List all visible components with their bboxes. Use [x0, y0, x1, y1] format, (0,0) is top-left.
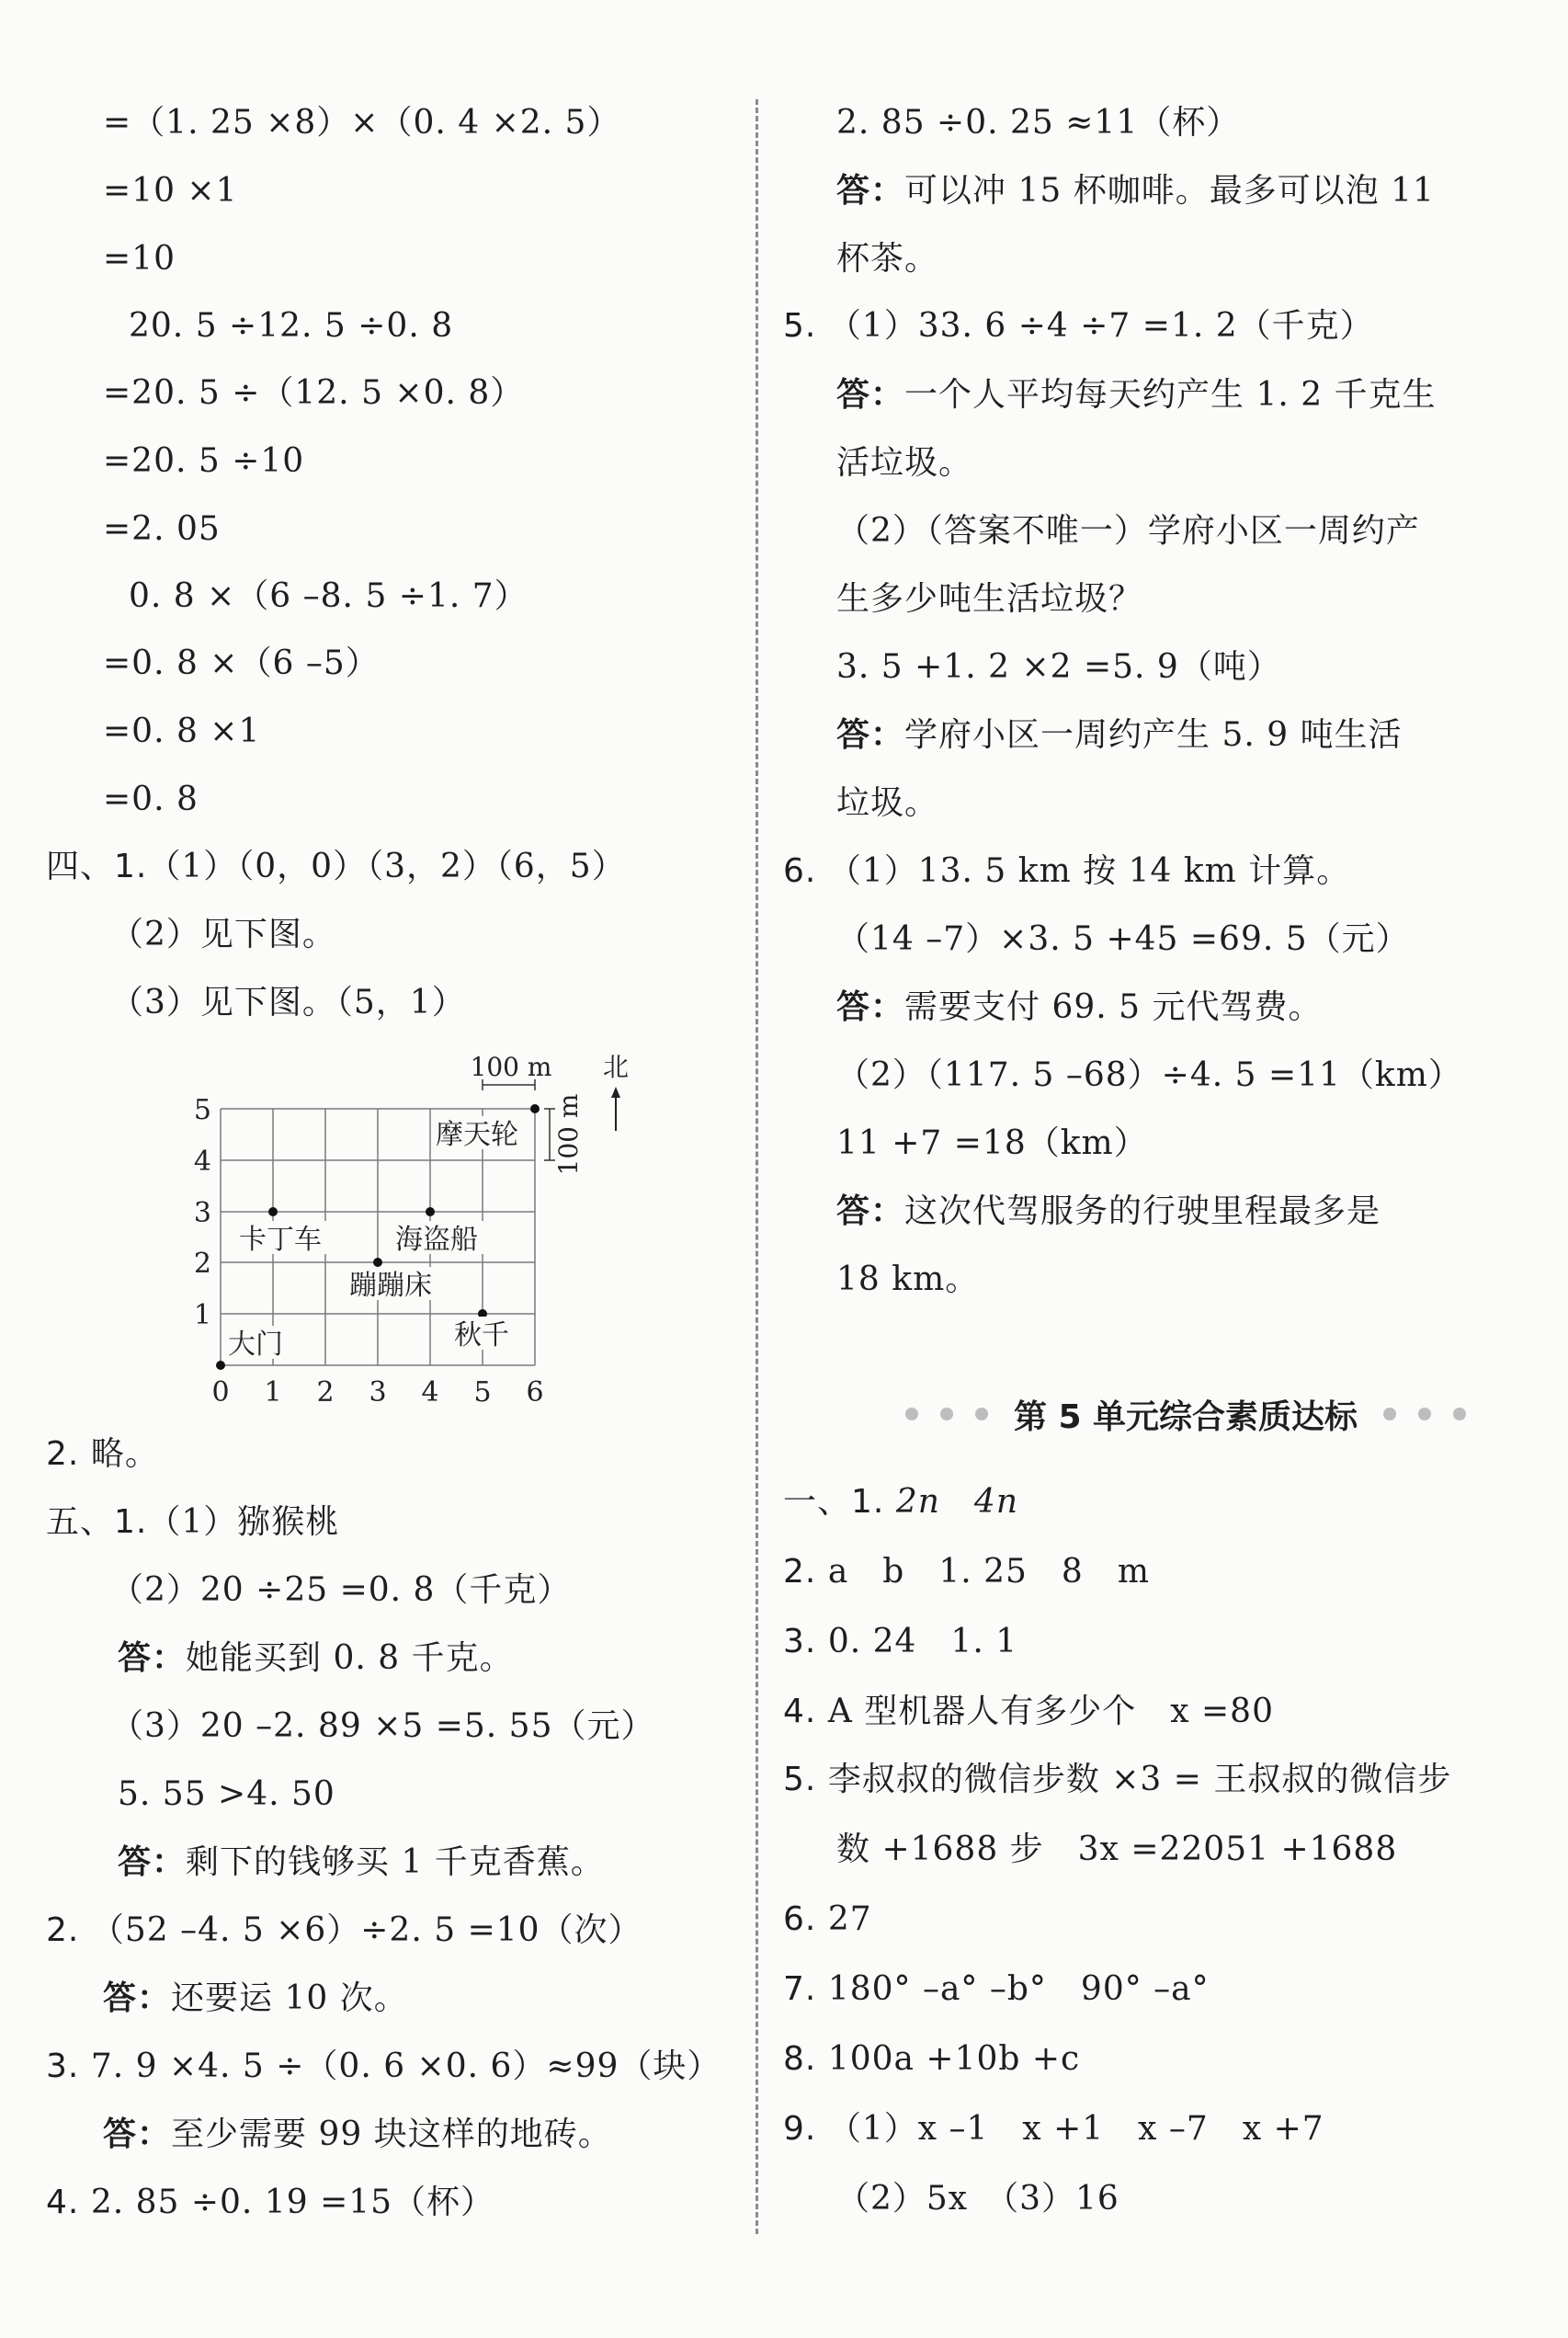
q6-1-calc: （14 –7）×3. 5 +45 =69. 5（元）: [836, 920, 1410, 958]
calc-line-2: =10 ×1: [103, 172, 238, 210]
q5-2-line-1: （2）（答案不唯一）学府小区一周约产: [836, 512, 1420, 550]
q5-2-answer-1: [836, 715, 1403, 756]
s5-q1-3-answer: [118, 1842, 605, 1883]
answer-label: 答：: [836, 172, 905, 210]
u5-a5-line: [783, 1760, 1451, 1800]
s4-q2-num: 2.: [46, 1435, 80, 1473]
calc-line-1: =（1. 25 ×8）×（0. 4 ×2. 5）: [103, 104, 621, 142]
q6-1: （1）13. 5 km 按 14 km 计算。: [827, 852, 1351, 890]
answer-label: 答：: [836, 1192, 905, 1230]
q5-2-calc: 3. 5 +1. 2 ×2 =5. 9（吨）: [836, 648, 1281, 686]
s4-q1-3: （3）见下图。（5，1）: [110, 984, 466, 1021]
calc-line-10: =0. 8 ×1: [103, 713, 261, 750]
section-4-label: 四、: [46, 848, 115, 885]
s5-q1-1: （1）猕猴桃: [147, 1503, 340, 1541]
y-axis-ticks: [194, 1094, 211, 1331]
coordinate-grid-figure: [184, 1046, 662, 1414]
u5-a2-num: 2.: [783, 1553, 817, 1591]
decor-dot-icon: [1383, 1408, 1396, 1420]
answer-label: 答：: [836, 376, 905, 414]
q6-2-calc: 11 +7 =18（km）: [836, 1124, 1148, 1162]
unit-section-header: [855, 1386, 1517, 1442]
u5-a6-line: [783, 1899, 872, 1940]
calc-line-3: =10: [103, 240, 176, 278]
u5-a1-line: [783, 1482, 1018, 1523]
u5-a5-num: 5.: [783, 1761, 817, 1798]
s5-q4-text: 2. 85 ÷0. 19 =15（杯）: [90, 2184, 495, 2221]
q6-1-answer: [836, 987, 1323, 1028]
answer-text: 学府小区一周约产生 5. 9 吨生活: [904, 716, 1403, 754]
s5-q3-answer: [103, 2115, 612, 2155]
scale-vertical-label: 100 m: [553, 1093, 584, 1176]
q5-1-answer-2: 活垃圾。: [836, 444, 973, 482]
scale-horizontal-label: 100 m: [470, 1052, 552, 1082]
answer-label: 答：: [118, 1639, 187, 1677]
label-pirate: 海盗船: [395, 1224, 478, 1256]
column-divider: [756, 99, 758, 2234]
r4-answer-1: [836, 171, 1435, 211]
u5-a7-num: 7.: [783, 1970, 817, 2008]
s5-q3-num: 3.: [46, 2047, 80, 2085]
s4-q1-num: 1.: [114, 848, 148, 885]
r4-line: 2. 85 ÷0. 25 ≈11（杯）: [836, 104, 1241, 142]
x-tick-3: 3: [369, 1376, 387, 1409]
point-ferris: [530, 1104, 540, 1113]
answer-text: 她能买到 0. 8 千克。: [186, 1639, 514, 1677]
u5-a5-1: 李叔叔的微信步数 ×3 = 王叔叔的微信步: [827, 1761, 1452, 1798]
q5-line: [783, 306, 1374, 347]
s5-q2-line: [46, 1910, 642, 1951]
section-5-line: [46, 1502, 339, 1543]
x-tick-6: 6: [526, 1376, 544, 1409]
u5-a7-line: [783, 1969, 1210, 2010]
s5-q3-text: 7. 9 ×4. 5 ÷（0. 6 ×0. 6）≈99（块）: [90, 2047, 722, 2085]
s5-q2-answer: [103, 1979, 408, 2019]
u5-a4-num: 4.: [783, 1693, 817, 1730]
answer-text: 还要运 10 次。: [171, 1979, 408, 2017]
decor-dot-icon: [940, 1408, 953, 1420]
u5-a4-line: [783, 1692, 1274, 1732]
x-tick-1: 1: [264, 1376, 282, 1409]
u5-a3-line: [783, 1622, 1017, 1662]
u5-a3: 0. 24 1. 1: [827, 1623, 1018, 1660]
q6-2-answer-1: [836, 1192, 1381, 1232]
u5-a9-num: 9.: [783, 2110, 817, 2148]
answer-label: 答：: [103, 2116, 172, 2153]
u5-a4: A 型机器人有多少个 x =80: [827, 1693, 1274, 1730]
x-tick-2: 2: [316, 1376, 335, 1409]
point-kart: [268, 1207, 278, 1216]
x-tick-5: 5: [473, 1376, 492, 1409]
u5-a9-line: [783, 2109, 1324, 2150]
x-axis-ticks: [211, 1376, 543, 1409]
answer-text: 一个人平均每天约产生 1. 2 千克生: [904, 376, 1437, 414]
q6-2: （2）（117. 5 –68）÷4. 5 =11（km）: [836, 1056, 1462, 1094]
decor-dot-icon: [975, 1408, 988, 1420]
calc-line-5: =20. 5 ÷（12. 5 ×0. 8）: [103, 374, 525, 412]
s4-q1-text: （1）（0，0）（3，2）（6，5）: [147, 848, 626, 885]
point-pirate: [426, 1207, 435, 1216]
label-gate: 大门: [228, 1329, 283, 1361]
answer-text: 剩下的钱够买 1 千克香蕉。: [186, 1843, 605, 1881]
calc-line-11: =0. 8: [103, 781, 199, 818]
answer-label: 答：: [118, 1843, 187, 1881]
q5-num: 5.: [783, 307, 817, 345]
u5-a8: 100a +10b +c: [827, 2040, 1081, 2078]
section-4-line: [46, 847, 626, 887]
calc-line-8: 0. 8 ×（6 –8. 5 ÷1. 7）: [129, 577, 528, 615]
y-tick-1: 1: [193, 1299, 211, 1331]
decor-dot-icon: [1453, 1408, 1466, 1420]
u5-a8-num: 8.: [783, 2040, 817, 2078]
answer-text: 需要支付 69. 5 元代驾费。: [904, 988, 1323, 1026]
s5-q1-num: 1.: [114, 1503, 148, 1541]
s5-q2-text: （52 –4. 5 ×6）÷2. 5 =10（次）: [90, 1911, 642, 1949]
calc-line-6: =20. 5 ÷10: [103, 442, 305, 480]
s5-q4-num: 4.: [46, 2184, 80, 2221]
answer-text: 可以冲 15 杯咖啡。最多可以泡 11: [904, 172, 1435, 210]
x-tick-0: 0: [211, 1376, 230, 1409]
s5-q1-3b: 5. 55 >4. 50: [118, 1775, 335, 1813]
y-tick-4: 4: [193, 1146, 211, 1178]
section-title: 第 5 单元综合素质达标: [1013, 1397, 1358, 1436]
point-trampoline: [373, 1258, 382, 1267]
decor-dot-icon: [905, 1408, 918, 1420]
r4-answer-2: 杯茶。: [836, 240, 939, 278]
s4-q2-text: 略。: [90, 1435, 159, 1473]
x-tick-4: 4: [421, 1376, 439, 1409]
answer-text: 至少需要 99 块这样的地砖。: [171, 2116, 612, 2153]
calc-line-4: 20. 5 ÷12. 5 ÷0. 8: [129, 307, 454, 345]
u5-a7: 180° –a° –b° 90° –a°: [827, 1970, 1210, 2008]
u5-a9-1: （1）x –1 x +1 x –7 x +7: [827, 2110, 1324, 2148]
label-trampoline: 蹦蹦床: [349, 1270, 432, 1302]
answer-text: 这次代驾服务的行驶里程最多是: [904, 1192, 1381, 1230]
s5-q2-num: 2.: [46, 1911, 80, 1949]
s5-q3-line: [46, 2047, 721, 2087]
s4-q1-2: （2）见下图。: [110, 916, 336, 953]
y-tick-3: 3: [193, 1197, 211, 1229]
q5-2-line-2: 生多少吨生活垃圾？: [836, 580, 1143, 618]
y-tick-5: 5: [193, 1094, 211, 1126]
north-arrow-icon: [611, 1087, 620, 1131]
s5-q1-3: （3）20 –2. 89 ×5 =5. 55（元）: [110, 1707, 655, 1745]
u5-a5-2: 数 +1688 步 3x =22051 +1688: [836, 1830, 1398, 1868]
u5-a6: 27: [827, 1900, 872, 1938]
u5-a9-2: （2）5x （3）16: [836, 2180, 1119, 2218]
u5-section-1-label: 一、: [783, 1483, 852, 1521]
point-gate: [216, 1361, 225, 1370]
q5-1-answer-1: [836, 375, 1437, 416]
q6-num: 6.: [783, 852, 817, 890]
u5-a1: 2n 4n: [895, 1483, 1019, 1521]
label-swing: 秋千: [454, 1319, 509, 1351]
q6-2-answer-2: 18 km。: [836, 1260, 980, 1298]
u5-a3-num: 3.: [783, 1623, 817, 1660]
s5-q1-2-answer: [118, 1638, 514, 1679]
north-label: 北: [602, 1052, 630, 1082]
answer-label: 答：: [103, 1979, 172, 2017]
u5-a2-line: [783, 1552, 1150, 1592]
u5-a1-num: 1.: [851, 1483, 885, 1521]
label-ferris: 摩天轮: [436, 1119, 518, 1151]
calc-line-7: =2. 05: [103, 510, 221, 548]
decor-dot-icon: [1418, 1408, 1431, 1420]
s5-q4-line: [46, 2183, 494, 2223]
q5-2-answer-2: 垃圾。: [836, 784, 939, 822]
u5-a6-num: 6.: [783, 1900, 817, 1938]
u5-a8-line: [783, 2039, 1080, 2080]
s4-q2-line: [46, 1434, 159, 1475]
s5-q1-2: （2）20 ÷25 =0. 8（千克）: [110, 1571, 572, 1609]
q5-1: （1）33. 6 ÷4 ÷7 =1. 2（千克）: [827, 307, 1374, 345]
calc-line-9: =0. 8 ×（6 –5）: [103, 644, 380, 682]
answer-label: 答：: [836, 716, 905, 754]
label-kart: 卡丁车: [239, 1224, 322, 1256]
u5-a2: a b 1. 25 8 m: [827, 1553, 1150, 1591]
section-5-label: 五、: [46, 1503, 115, 1541]
answer-label: 答：: [836, 988, 905, 1026]
y-tick-2: 2: [193, 1248, 211, 1280]
q6-line: [783, 851, 1350, 892]
